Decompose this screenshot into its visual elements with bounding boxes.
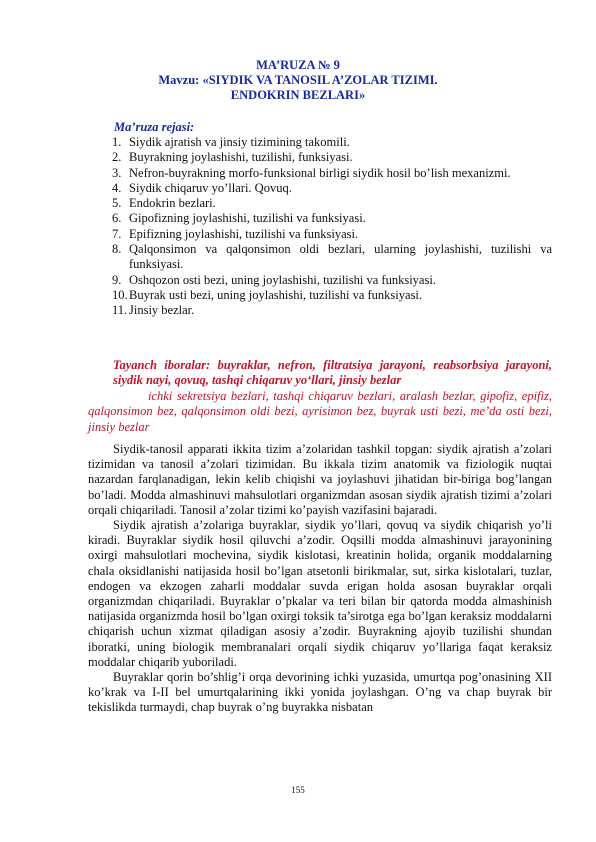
list-item-number: 1. — [112, 135, 122, 149]
plan-list — [112, 135, 552, 319]
list-item-number: 6. — [112, 211, 122, 226]
paragraph: Siydik ajratish a’zolariga buyraklar, siydik yo’llari, qovuq va siydik chiqarish yo’li kiradi. Buyraklar siydik hosil qiluvchi a’zodir. Oqsilli modda almashinuvi jarayonining oxirgi mahsulotlari mochevina, siydik kislotasi, kreatinin holida, organik moddalarning chala oksidlanishi natijasida hosil bo’lgan atsetonli birikmalar, sut, sirka kislotalari, tuzlar, endogen va ekzogen zaharli moddalar suvda erigan holda asosan buyraklar orqali organizmdan chiqariladi. Buyraklar o’pkalar va teri bilan bir qatorda modda almashinish natijasida organizmda hosil bo’lgan oxirgi toksik ta’sirotga ega bo’lgan keraksiz moddalarni chiqarish uchun xizmat qiladigan asosiy a’zodir. Buyrakning ajoyib tuzilishi shundan iboratki, uning biologik membranalari orqali siydik chiqaruv yo’llariga faqat keraksiz moddalar chiqarib yuboriladi. — [88, 518, 552, 669]
list-item-number: 5. — [112, 196, 122, 211]
list-item-text: Qalqonsimon va qalqonsimon oldi bezlari, ularning joylashishi, tuzilishi va funksiyasi. — [129, 242, 552, 272]
page-number: 155 — [291, 785, 305, 795]
keywords-continued: ichki sekretsiya bezlari, tashqi chiqaruv bezlari, aralash bezlar, gipofiz, epifiz, qalqonsimon bez, qalqonsimon oldi bezi, ayrisimon bez, buyrak usti bezi, me’da osti bezi, jinsiy bezlar — [88, 389, 552, 434]
list-item-text: Endokrin bezlari. — [129, 196, 216, 211]
list-item-number: 10. — [112, 287, 128, 302]
lecture-number: MA’RUZA № 9 — [256, 58, 340, 72]
list-item-text: Nefron-buyrakning morfo-funksional birligi siydik hosil bo’lish mexanizmi. — [129, 165, 511, 180]
list-item — [112, 196, 552, 211]
list-item-text: Buyrak usti bezi, uning joylashishi, tuzilishi va funksiyasi. — [129, 287, 423, 302]
list-item — [112, 211, 552, 226]
list-item-number: 11. — [112, 303, 128, 318]
list-item-text: Epifizning joylashishi, tuzilishi va funksiyasi. — [129, 226, 359, 241]
list-item-number: 8. — [112, 242, 122, 257]
list-item-text: Siydik chiqaruv yo’llari. Qovuq. — [129, 180, 292, 195]
body-text — [88, 442, 552, 716]
list-item-text: Jinsiy bezlar. — [129, 303, 195, 318]
keywords-bold: Tayanch iboralar: buyraklar, nefron, filtratsiya jarayoni, reabsorbsiya jarayoni, siydik nayi, qovuq, tashqi chiqaruv yo‘llari, jinsiy bezlar — [113, 358, 552, 388]
list-item-number: 3. — [112, 165, 122, 180]
list-item-number: 7. — [112, 226, 122, 241]
list-item-text: Siydik ajratish va jinsiy tizimining takomili. — [129, 135, 350, 149]
lecture-topic: Mavzu: «SIYDIK VA TANOSIL A’ZOLAR TIZIMI. — [158, 73, 438, 87]
lecture-topic-continued: ENDOKRIN BEZLARI» — [230, 88, 366, 102]
keywords-block — [88, 358, 552, 389]
list-item — [112, 166, 552, 181]
list-item — [112, 150, 552, 165]
list-item — [112, 135, 552, 150]
list-item-text: Oshqozon osti bezi, uning joylashishi, tuzilishi va funksiyasi. — [129, 272, 436, 287]
plan-heading: Ma’ruza rejasi: — [114, 120, 195, 134]
paragraph: Siydik-tanosil apparati ikkita tizim a’zolaridan tashkil topgan: siydik ajratish a’zolari tizimidan va tanosil a’zolari tizimidan. Bu ikkala tizim anatomik va fiziologik nuqtai nazardan farqlanadigan, lekin kelib chiqishi va joylashuvi jihatidan bir-biriga bog’langan bo’ladi. Modda almashinuvi mahsulotlari organizmdan asosan siydik ajratish tizimi a’zolari orqali chiqariladi. Tanosil a’zolar tizimi ko’payish vazifasini bajaradi. — [88, 442, 552, 517]
list-item-number: 2. — [112, 150, 122, 165]
list-item — [112, 303, 552, 318]
list-item-text: Buyrakning joylashishi, tuzilishi, funksiyasi. — [129, 150, 353, 165]
list-item-text: Gipofizning joylashishi, tuzilishi va funksiyasi. — [129, 211, 366, 226]
list-item-number: 9. — [112, 272, 122, 287]
list-item — [112, 273, 552, 288]
list-item — [112, 227, 552, 242]
list-item — [112, 242, 552, 273]
list-item — [112, 181, 552, 196]
list-item-number: 4. — [112, 180, 122, 195]
paragraph: Buyraklar qorin bo’shlig’i orqa devorining ichki yuzasida, umurtqa pog’onasining XII ko’krak va I-II bel umurtqalarining ikki yonida joylashgan. O’ng va chap buyrak bir tekislikda turmaydi, chap buyrak o’ng buyrakka nisbatan — [88, 670, 552, 715]
list-item — [112, 288, 552, 303]
